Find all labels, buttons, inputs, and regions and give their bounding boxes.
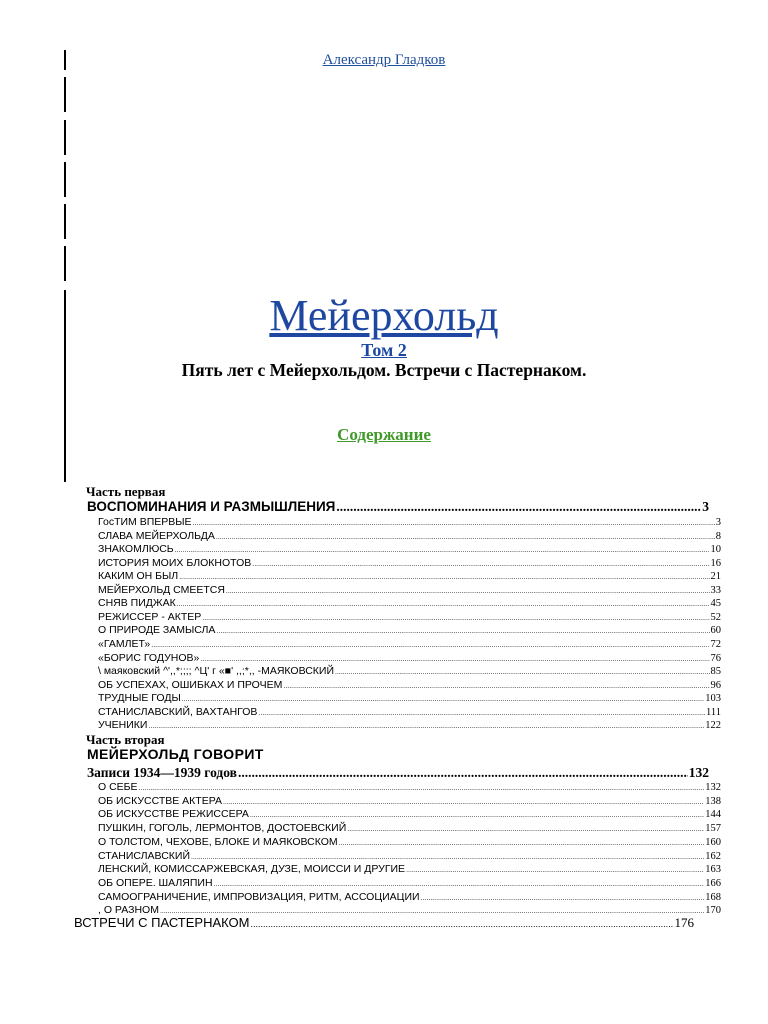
toc-entry[interactable] <box>98 596 721 610</box>
toc-page-number: 111 <box>706 706 721 718</box>
toc-page-number: 85 <box>710 666 721 678</box>
toc-page-number: 162 <box>705 850 721 862</box>
toc-entry[interactable] <box>98 821 721 835</box>
toc-page-number: 168 <box>705 891 721 903</box>
toc-page-number: 96 <box>710 679 721 691</box>
toc-entry-title: ПУШКИН, ГОГОЛЬ, ЛЕРМОНТОВ, ДОСТОЕВСКИЙ <box>98 822 347 835</box>
toc-entry[interactable] <box>98 678 721 692</box>
leader-dots <box>336 499 701 515</box>
toc-entry[interactable] <box>98 780 721 794</box>
margin-bar <box>64 162 66 197</box>
toc-entry[interactable] <box>98 556 721 570</box>
toc-entry[interactable] <box>98 637 721 651</box>
toc-page-number: 3 <box>715 517 721 528</box>
toc-entry[interactable] <box>98 529 721 543</box>
toc-entry-title: УЧЕНИКИ <box>98 719 148 732</box>
toc-entry-title: СТАНИСЛАВСКИЙ, ВАХТАНГОВ <box>98 705 258 718</box>
toc-entry-title: \ маяковский ^',,*;;;; ^Ц' г «■' ,,;*,, -МАЯКОВСКИЙ <box>98 665 335 678</box>
toc-page-number: 160 <box>705 836 721 848</box>
toc-entry[interactable] <box>98 835 721 849</box>
toc-entry[interactable] <box>98 807 721 821</box>
toc-entry-title: «ГАМЛЕТ» <box>98 637 151 650</box>
toc-page-number: 72 <box>710 638 721 650</box>
toc-entry-title: ГосТИМ ВПЕРВЫЕ <box>98 516 192 528</box>
toc-entry-title: О ПРИРОДЕ ЗАМЫСЛА <box>98 624 216 637</box>
toc-entry[interactable] <box>98 515 721 529</box>
toc-entry-title: МЕЙЕРХОЛЬД СМЕЕТСЯ <box>98 583 225 596</box>
toc-section-title: ВОСПОМИНАНИЯ И РАЗМЫШЛЕНИЯ <box>87 499 336 514</box>
toc-entry[interactable] <box>98 876 721 890</box>
toc-entry-title: САМООГРАНИЧЕНИЕ, ИМПРОВИЗАЦИЯ, РИТМ, АССОЦИАЦИИ <box>98 890 420 903</box>
toc-entry-title: ОБ ИСКУССТВЕ АКТЕРА <box>98 794 223 807</box>
toc-entry[interactable] <box>98 718 721 732</box>
toc-section-memories[interactable] <box>87 499 709 515</box>
toc-page-number: 21 <box>710 571 721 583</box>
toc-entry-title: ТРУДНЫЕ ГОДЫ <box>98 692 181 705</box>
toc-page-number: 10 <box>710 544 721 556</box>
toc-entry[interactable] <box>98 890 721 904</box>
toc-entry-title: «БОРИС ГОДУНОВ» <box>98 651 200 664</box>
toc-entry-title: РЕЖИССЕР - АКТЕР <box>98 610 202 623</box>
toc-entry[interactable] <box>98 623 721 637</box>
toc-page-number: 166 <box>705 877 721 889</box>
toc-page-number: 170 <box>705 905 721 917</box>
toc-entry-title: КАКИМ ОН БЫЛ <box>98 570 179 583</box>
contents-heading[interactable]: Содержание <box>337 425 431 444</box>
author-link[interactable]: Александр Гладков <box>322 52 446 68</box>
toc-entry[interactable] <box>98 651 721 665</box>
toc-entry-title: ОБ УСПЕХАХ, ОШИБКАХ И ПРОЧЕМ <box>98 678 283 691</box>
toc-entry-title: ЗНАКОМЛЮСЬ <box>98 543 174 556</box>
toc-entry[interactable] <box>98 583 721 597</box>
leader-dots <box>251 919 674 929</box>
toc-entry-title: ВСТРЕЧИ С ПАСТЕРНАКОМ <box>74 915 250 930</box>
toc-page-number: 157 <box>705 823 721 835</box>
toc-page-number: 60 <box>710 625 721 637</box>
toc-entry-title: ОБ ИСКУССТВЕ РЕЖИССЕРА <box>98 808 249 821</box>
toc-page-number: 3 <box>702 499 709 514</box>
margin-bar <box>64 246 66 281</box>
part-two-label: Часть вторая <box>86 732 165 747</box>
toc-page-number: 144 <box>705 809 721 821</box>
toc-final-entry[interactable] <box>74 915 694 931</box>
margin-bar <box>64 77 66 112</box>
toc-entry[interactable] <box>98 691 721 705</box>
toc-page-number: 138 <box>705 795 721 807</box>
toc-page-number: 52 <box>710 611 721 623</box>
toc-entry-title: , О РАЗНОМ <box>98 904 159 917</box>
toc-section-notes[interactable] <box>87 765 709 781</box>
leader-dots <box>238 765 688 781</box>
part-one-label: Часть первая <box>86 484 166 499</box>
toc-entry-title: ИСТОРИЯ МОИХ БЛОКНОТОВ <box>98 556 252 569</box>
toc-section-title: Записи 1934—1939 годов <box>87 765 237 780</box>
toc-entry-title: О СЕБЕ <box>98 781 138 793</box>
toc-page-number: 132 <box>705 782 721 793</box>
toc-entry-title: СЛАВА МЕЙЕРХОЛЬДА <box>98 529 215 542</box>
toc-page-number: 45 <box>710 598 721 610</box>
book-title[interactable]: Мейерхольд <box>269 291 499 340</box>
toc-page-number: 33 <box>710 584 721 596</box>
toc-entry[interactable] <box>98 849 721 863</box>
toc-page-number: 122 <box>705 720 721 732</box>
book-subtitle: Пять лет с Мейерхольдом. Встречи с Пастернаком. <box>181 360 587 380</box>
toc-entry-title: СТАНИСЛАВСКИЙ <box>98 849 191 862</box>
toc-entry[interactable] <box>98 862 721 876</box>
toc-page-number: 76 <box>710 652 721 664</box>
toc-page-number: 176 <box>674 915 694 930</box>
toc-entry[interactable] <box>98 610 721 624</box>
volume-label[interactable]: Том 2 <box>361 340 407 360</box>
toc-page-number: 16 <box>710 557 721 569</box>
toc-entry[interactable] <box>98 794 721 808</box>
toc-page-number: 132 <box>688 765 709 780</box>
toc-entry-title: ОБ ОПЕРЕ. ШАЛЯПИН <box>98 876 213 889</box>
part-two-heading: МЕЙЕРХОЛЬД ГОВОРИТ <box>87 746 264 762</box>
margin-bar <box>64 120 66 155</box>
toc-entry[interactable] <box>98 705 721 719</box>
toc-entry[interactable] <box>98 569 721 583</box>
toc-page-number: 8 <box>715 530 721 542</box>
toc-entry[interactable] <box>98 542 721 556</box>
toc-entry-title: О ТОЛСТОМ, ЧЕХОВЕ, БЛОКЕ И МАЯКОВСКОМ <box>98 835 338 848</box>
toc-entry-title: ЛЕНСКИЙ, КОМИССАРЖЕВСКАЯ, ДУЗЕ, МОИССИ И ДРУГИЕ <box>98 863 406 876</box>
toc-page-number: 103 <box>705 693 721 705</box>
toc-page-number: 163 <box>705 864 721 876</box>
margin-bar <box>64 204 66 239</box>
toc-entry[interactable] <box>98 664 721 678</box>
leader-dots <box>148 720 704 734</box>
toc-entry-title: СНЯВ ПИДЖАК <box>98 597 176 610</box>
